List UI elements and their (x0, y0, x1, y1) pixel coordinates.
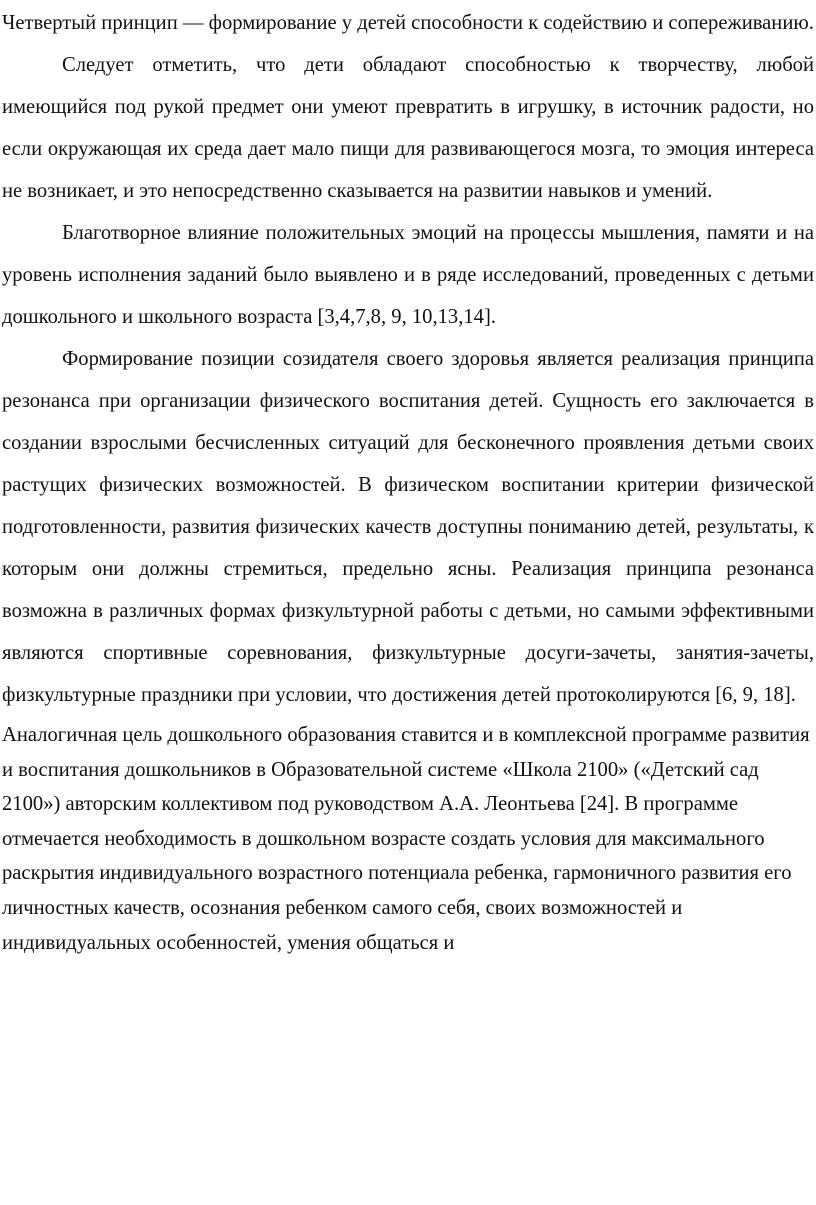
paragraph-creativity: Следует отметить, что дети обладают способностью к творчеству, любой имеющийся под рукой предмет они умеют превратить в игрушку, в источник радости, но если окружающая их среда дает мало пищи для развивающегося мозга, то эмоция интереса не возникает, и это непосредственно сказывается на развитии навыков и умений. (2, 54, 814, 202)
paragraph-positive-emotions: Благотворное влияние положительных эмоций на процессы мышления, памяти и на уровень исполнения заданий было выявлено и в ряде исследований, проведенных с детьми дошкольного и школьного возраста [3,4,7,8, 9, 10,13,14]. (2, 222, 814, 328)
paragraph-resonance-principle: Формирование позиции созидателя своего здоровья является реализация принципа резонанса при организации физического воспитания детей. Сущность его заключается в создании взрослыми бесчисленных ситуаций для бесконечного проявления детьми своих растущих физических возможностей. В физическом воспитании критерии физической подготовленности, развития физических качеств доступны пониманию детей, результаты, к которым они должны стремиться, предельно ясны. Реализация принципа резонанса возможна в различных формах физкультурной работы с детьми, но самыми эффективными являются спортивные соревнования, физкультурные досуги-зачеты, занятия-зачеты, физкультурные праздники при условии, что достижения детей протоколируются [6, 9, 18]. (2, 348, 814, 706)
paragraph-principle-four: Четвертый принцип — формирование у детей способности к содействию и сопереживанию. (2, 12, 814, 34)
paragraph-school-2100: Аналогичная цель дошкольного образования ставится и в комплексной программе развития и воспитания дошкольников в Образовательной системе «Школа 2100» («Детский сад 2100») авторским коллективом под руководством А.А. Леонтьева [24]. В программе отмечается необходимость в дошкольном возрасте создать условия для максимального раскрытия индивидуального возрастного потенциала ребенка, гармоничного развития его личностных качеств, осознания ребенком самого себя, своих возможностей и индивидуальных особенностей, умения общаться и (2, 724, 810, 954)
